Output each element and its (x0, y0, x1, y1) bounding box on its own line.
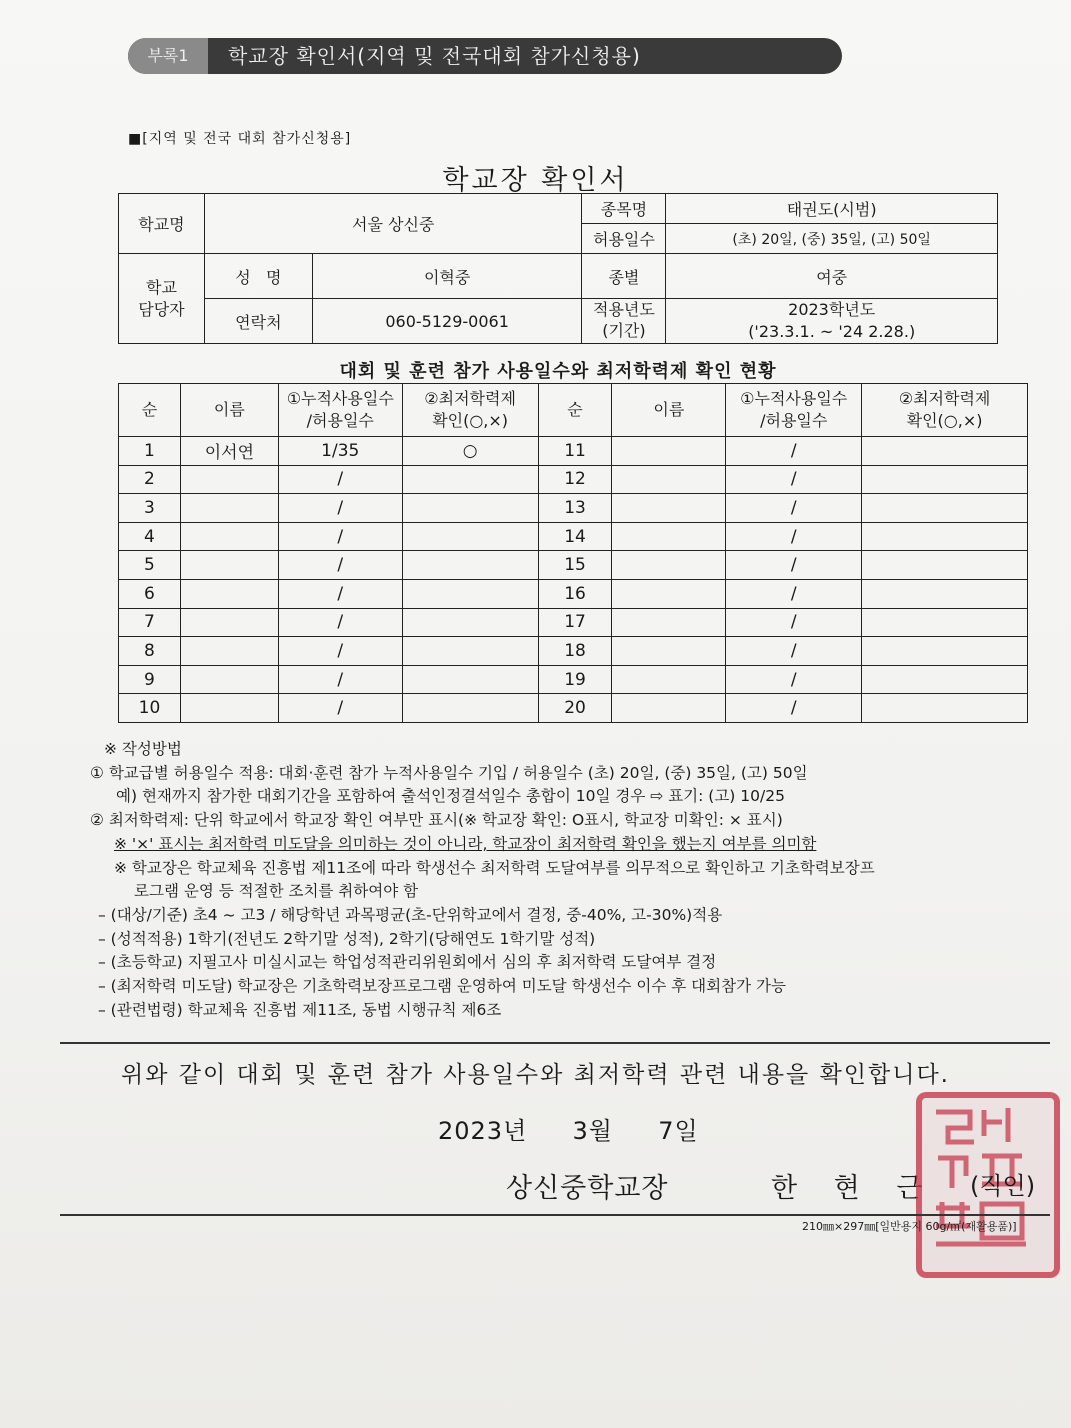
manager-label (119, 254, 205, 344)
row-days-right: / (726, 437, 862, 466)
row-check (402, 494, 538, 523)
row-name-right (612, 694, 726, 723)
row-name-right (612, 494, 726, 523)
row-check: ○ (402, 437, 538, 466)
row-days-right: / (726, 637, 862, 666)
paper-spec: 210㎜×297㎜[일반용지 60g/㎡(재활용품)] (802, 1220, 1017, 1233)
status-section-title: 대회 및 훈련 참가 사용일수와 최저학력제 확인 현황 (339, 361, 777, 382)
form-type-label: ■[지역 및 전국 대회 참가신청용] (128, 131, 352, 147)
apply-year-value-line2: ('23.3.1. ~ '24 2.28.) (748, 322, 916, 341)
row-days: 1/35 (278, 437, 402, 466)
note-line-6: 로그램 운영 등 적절한 조치를 취하여야 함 (134, 882, 419, 901)
row-check (402, 608, 538, 637)
school-name-label: 학교명 (119, 194, 205, 254)
row-days: / (278, 494, 402, 523)
notes-heading: ※ 작성방법 (104, 740, 182, 758)
header-name-right: 이름 (612, 384, 726, 437)
row-days-right: / (726, 494, 862, 523)
header-check-line1: ②최저학력제 (424, 389, 516, 409)
row-days: / (278, 465, 402, 494)
row-name-right (612, 522, 726, 551)
school-name-value: 서울 상신중 (204, 194, 582, 254)
table-row (119, 665, 1028, 694)
row-no-right: 19 (538, 665, 612, 694)
row-name (180, 465, 278, 494)
row-check-right (862, 437, 1028, 466)
row-check-right (862, 465, 1028, 494)
seal-label: (직인) (970, 1172, 1036, 1200)
note-line-11: – (관련법령) 학교체육 진흥법 제11조, 동법 시행규칙 제6조 (98, 1000, 502, 1019)
row-check-right (862, 665, 1028, 694)
school-info-table (118, 193, 998, 344)
note-line-4: ※ '×' 표시는 최저학력 미도달을 의미하는 것이 아니라, 학교장이 최저학력 확인을 했는지 여부를 의미함 (114, 834, 817, 853)
row-no-right: 11 (538, 437, 612, 466)
table-row (119, 437, 1028, 466)
row-no: 4 (119, 522, 181, 551)
row-check (402, 579, 538, 608)
row-days-right: / (726, 522, 862, 551)
row-name-right (612, 637, 726, 666)
allowed-days-label: 허용일수 (582, 224, 666, 254)
row-name (180, 665, 278, 694)
table-row (119, 465, 1028, 494)
apply-year-value-line1: 2023학년도 (788, 300, 876, 320)
header-check-right-line1: ②최저학력제 (898, 389, 991, 409)
row-no: 7 (119, 608, 181, 637)
instructions (90, 738, 875, 1022)
row-days: / (278, 579, 402, 608)
row-no: 8 (119, 637, 181, 666)
note-line-10: – (최저학력 미도달) 학교장은 기초학력보장프로그램 운영하여 미도달 학생선수 이수 후 대회참가 가능 (98, 977, 786, 996)
row-days-right: / (726, 465, 862, 494)
row-name-right (612, 437, 726, 466)
table-row (119, 522, 1028, 551)
table-row (119, 637, 1028, 666)
apply-year-label-line1: 적용년도 (593, 300, 655, 320)
row-no-right: 12 (538, 465, 612, 494)
row-name-right (612, 608, 726, 637)
category-label: 종별 (582, 254, 666, 299)
row-name (180, 579, 278, 608)
appendix-title: 학교장 확인서(지역 및 전국대회 참가신청용) (228, 44, 641, 68)
category-value: 여중 (666, 254, 998, 299)
header-days (278, 384, 402, 437)
row-no-right: 20 (538, 694, 612, 723)
row-name (180, 608, 278, 637)
row-no-right: 13 (538, 494, 612, 523)
row-days-right: / (726, 551, 862, 580)
contact-value: 060-5129-0061 (312, 299, 582, 344)
manager-label-line1: 학교 (145, 277, 177, 297)
principal-name: 한 현 근 (771, 1173, 937, 1204)
header-check-right (862, 384, 1028, 437)
divider-top (60, 1042, 1050, 1044)
apply-year-label (582, 299, 666, 344)
row-no-right: 14 (538, 522, 612, 551)
row-name (180, 522, 278, 551)
row-name (180, 637, 278, 666)
row-name (180, 494, 278, 523)
table-row (119, 551, 1028, 580)
header-days-right-line1: ①누적사용일수 (740, 389, 848, 409)
row-days-right: / (726, 579, 862, 608)
header-days-right (726, 384, 862, 437)
row-check (402, 665, 538, 694)
row-days-right: / (726, 665, 862, 694)
row-check (402, 465, 538, 494)
row-check (402, 551, 538, 580)
manager-name-value: 이혁중 (312, 254, 582, 299)
row-no-right: 17 (538, 608, 612, 637)
row-days: / (278, 665, 402, 694)
table-header-row (119, 384, 1028, 437)
row-name (180, 694, 278, 723)
row-check (402, 694, 538, 723)
header-days-right-line2: /허용일수 (760, 411, 828, 430)
header-days-line1: ①누적사용일수 (286, 389, 394, 409)
row-days: / (278, 608, 402, 637)
row-name-right (612, 579, 726, 608)
row-name-right (612, 465, 726, 494)
row-days: / (278, 522, 402, 551)
apply-year-label-line2: (기간) (602, 321, 646, 340)
note-line-7: – (대상/기준) 초4 ~ 고3 / 해당학년 과목평균(초-단위학교에서 결정, 중-40%, 고-30%)적용 (98, 905, 723, 924)
apply-year-value (666, 299, 998, 344)
participation-table (118, 383, 1028, 723)
header-no-right: 순 (538, 384, 612, 437)
sport-label: 종목명 (582, 194, 666, 224)
header-check-right-line2: 확인(○,×) (906, 411, 983, 430)
manager-label-line2: 담당자 (138, 299, 185, 319)
row-name (180, 551, 278, 580)
appendix-header-bar (128, 38, 842, 74)
header-no: 순 (119, 384, 181, 437)
contact-label: 연락처 (204, 299, 312, 344)
row-no: 3 (119, 494, 181, 523)
signature-date: 2023년 3월 7일 (438, 1117, 699, 1145)
sport-value: 태권도(시범) (666, 194, 998, 224)
row-name: 이서연 (180, 437, 278, 466)
table-row (119, 694, 1028, 723)
row-check-right (862, 522, 1028, 551)
row-no: 10 (119, 694, 181, 723)
row-check-right (862, 551, 1028, 580)
appendix-tag: 부록1 (128, 38, 208, 74)
row-check-right (862, 694, 1028, 723)
row-no: 1 (119, 437, 181, 466)
row-days-right: / (726, 694, 862, 723)
note-line-2: 예) 현재까지 참가한 대회기간을 포함하여 출석인정결석일수 총합이 10일 경우 ⇨ 표기: (고) 10/25 (116, 787, 785, 806)
header-check (402, 384, 538, 437)
school-principal-title: 상신중학교장 (506, 1173, 669, 1204)
row-check-right (862, 579, 1028, 608)
row-no-right: 16 (538, 579, 612, 608)
document-title: 학교장 확인서 (442, 165, 629, 196)
row-check-right (862, 637, 1028, 666)
allowed-days-value: (초) 20일, (중) 35일, (고) 50일 (666, 224, 998, 254)
row-name-right (612, 551, 726, 580)
row-check (402, 522, 538, 551)
row-no: 6 (119, 579, 181, 608)
table-row (119, 608, 1028, 637)
header-check-line2: 확인(○,×) (432, 411, 509, 430)
note-line-1: ① 학교급별 허용일수 적용: 대회·훈련 참가 누적사용일수 기입 / 허용일수 (초) 20일, (중) 35일, (고) 50일 (90, 763, 808, 782)
note-line-9: – (초등학교) 지필고사 미실시교는 학업성적관리위원회에서 심의 후 최저학력 도달여부 결정 (98, 953, 717, 972)
row-name-right (612, 665, 726, 694)
row-days: / (278, 637, 402, 666)
divider-bottom (60, 1214, 1050, 1216)
table-row (119, 494, 1028, 523)
manager-name-label: 성 명 (204, 254, 312, 299)
note-line-3: ② 최저학력제: 단위 학교에서 학교장 확인 여부만 표시(※ 학교장 확인: O표시, 학교장 미확인: × 표시) (90, 811, 783, 830)
row-check-right (862, 494, 1028, 523)
row-no-right: 18 (538, 637, 612, 666)
row-days-right: / (726, 608, 862, 637)
row-no: 5 (119, 551, 181, 580)
confirmation-statement: 위와 같이 대회 및 훈련 참가 사용일수와 최저학력 관련 내용을 확인합니다. (121, 1062, 950, 1088)
row-days: / (278, 551, 402, 580)
row-no-right: 15 (538, 551, 612, 580)
row-days: / (278, 694, 402, 723)
note-line-8: – (성적적용) 1학기(전년도 2학기말 성적), 2학기(당해연도 1학기말 성적) (98, 929, 596, 948)
row-check (402, 637, 538, 666)
note-line-5: ※ 학교장은 학교체육 진흥법 제11조에 따라 학생선수 최저학력 도달여부를 의무적으로 확인하고 기초학력보장프 (114, 858, 875, 877)
row-no: 9 (119, 665, 181, 694)
header-name: 이름 (180, 384, 278, 437)
table-row (119, 579, 1028, 608)
row-no: 2 (119, 465, 181, 494)
header-days-line2: /허용일수 (306, 411, 374, 430)
row-check-right (862, 608, 1028, 637)
